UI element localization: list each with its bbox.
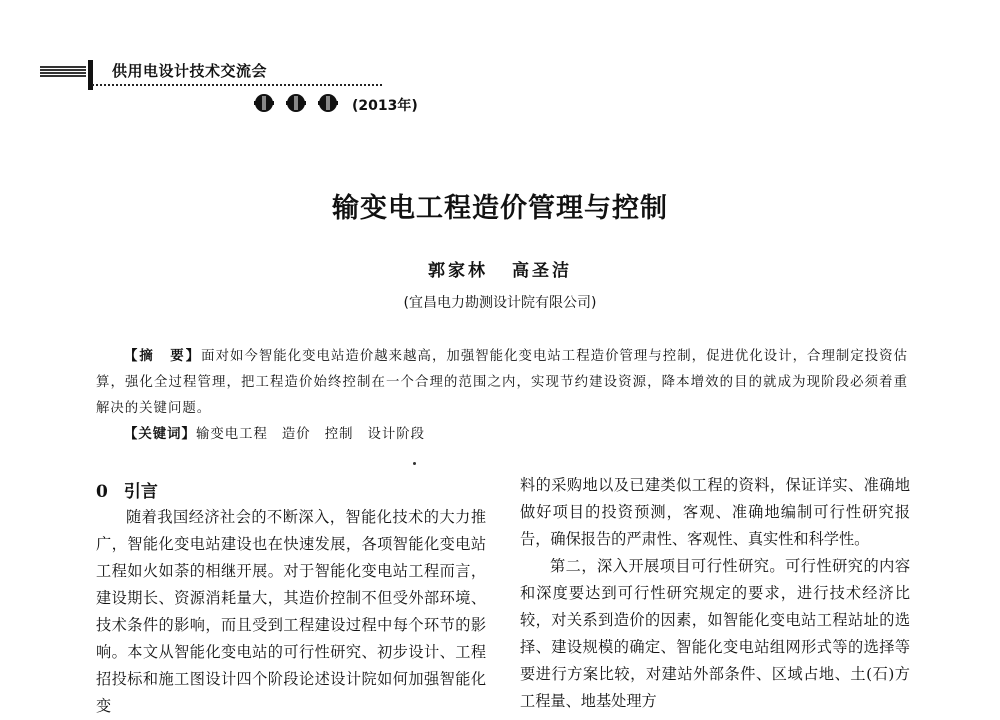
header-series-title: 供用电设计技术交流会 bbox=[112, 62, 268, 80]
article-title: 输变电工程造价管理与控制 bbox=[332, 193, 668, 224]
section-title: 引言 bbox=[123, 482, 158, 502]
body-paragraph: 第二，深入开展项目可行性研究。可行性研究的内容和深度要达到可行性研究规定的要求，进行技术经济比较，对关系到造价的因素，如智能化变电站工程站址的选择、建设规模的确定、智能化变电站组网形式等的选择等要进行方案比较，对建站外部条件、区域占地、土(石)方工程量、地基处理方 bbox=[520, 557, 910, 710]
keyword: 控制 bbox=[324, 427, 354, 442]
abstract bbox=[96, 344, 908, 422]
author-name: 高圣洁 bbox=[512, 261, 572, 281]
body-column-right bbox=[520, 472, 910, 715]
header-year: (2013年) bbox=[352, 98, 418, 114]
article-affiliation: (宜昌电力勘测设计院有限公司) bbox=[403, 295, 597, 311]
scan-speck bbox=[413, 462, 416, 465]
section-heading bbox=[96, 477, 158, 502]
header-dotted-rule bbox=[92, 84, 382, 86]
body-paragraph: 随着我国经济社会的不断深入，智能化技术的大力推广，智能化变电站建设也在快速发展，各项智能化变电站工程如火如荼的相继开展。对于智能化变电站工程而言，建设期长、资源消耗量大，其造价控制不但受外部环境、技术条件的影响，而且受到工程建设过程中每个环节的影响。本文从智能化变电站的可行性研究、初步设计、工程招投标和施工图设计四个阶段论述设计院如何加强智能化变 bbox=[96, 508, 486, 715]
article-authors bbox=[0, 256, 1000, 281]
abstract-label: 【摘 要】 bbox=[124, 349, 202, 364]
keywords bbox=[124, 422, 425, 448]
header-ornament-icon bbox=[252, 92, 344, 114]
keyword: 造价 bbox=[281, 427, 311, 442]
abstract-text: 面对如今智能化变电站造价越来越高，加强智能化变电站工程造价管理与控制，促进优化设计，合理制定投资估算，强化全过程管理，把工程造价始终控制在一个合理的范围之内，实现节约建设资源，降本增效的目的就成为现阶段必须着重解决的关键问题。 bbox=[96, 349, 909, 416]
section-number: 0 bbox=[96, 482, 108, 502]
keyword: 输变电工程 bbox=[195, 427, 268, 442]
body-column-left bbox=[96, 504, 486, 720]
keyword: 设计阶段 bbox=[367, 427, 426, 442]
body-paragraph: 料的采购地以及已建类似工程的资料，保证详实、准确地做好项目的投资预测，客观、准确地编制可行性研究报告，确保报告的严肃性、客观性、真实性和科学性。 bbox=[520, 476, 910, 548]
author-name: 郭家林 bbox=[428, 261, 488, 281]
header-rule-bars bbox=[40, 66, 86, 80]
keywords-label: 【关键词】 bbox=[124, 427, 196, 442]
